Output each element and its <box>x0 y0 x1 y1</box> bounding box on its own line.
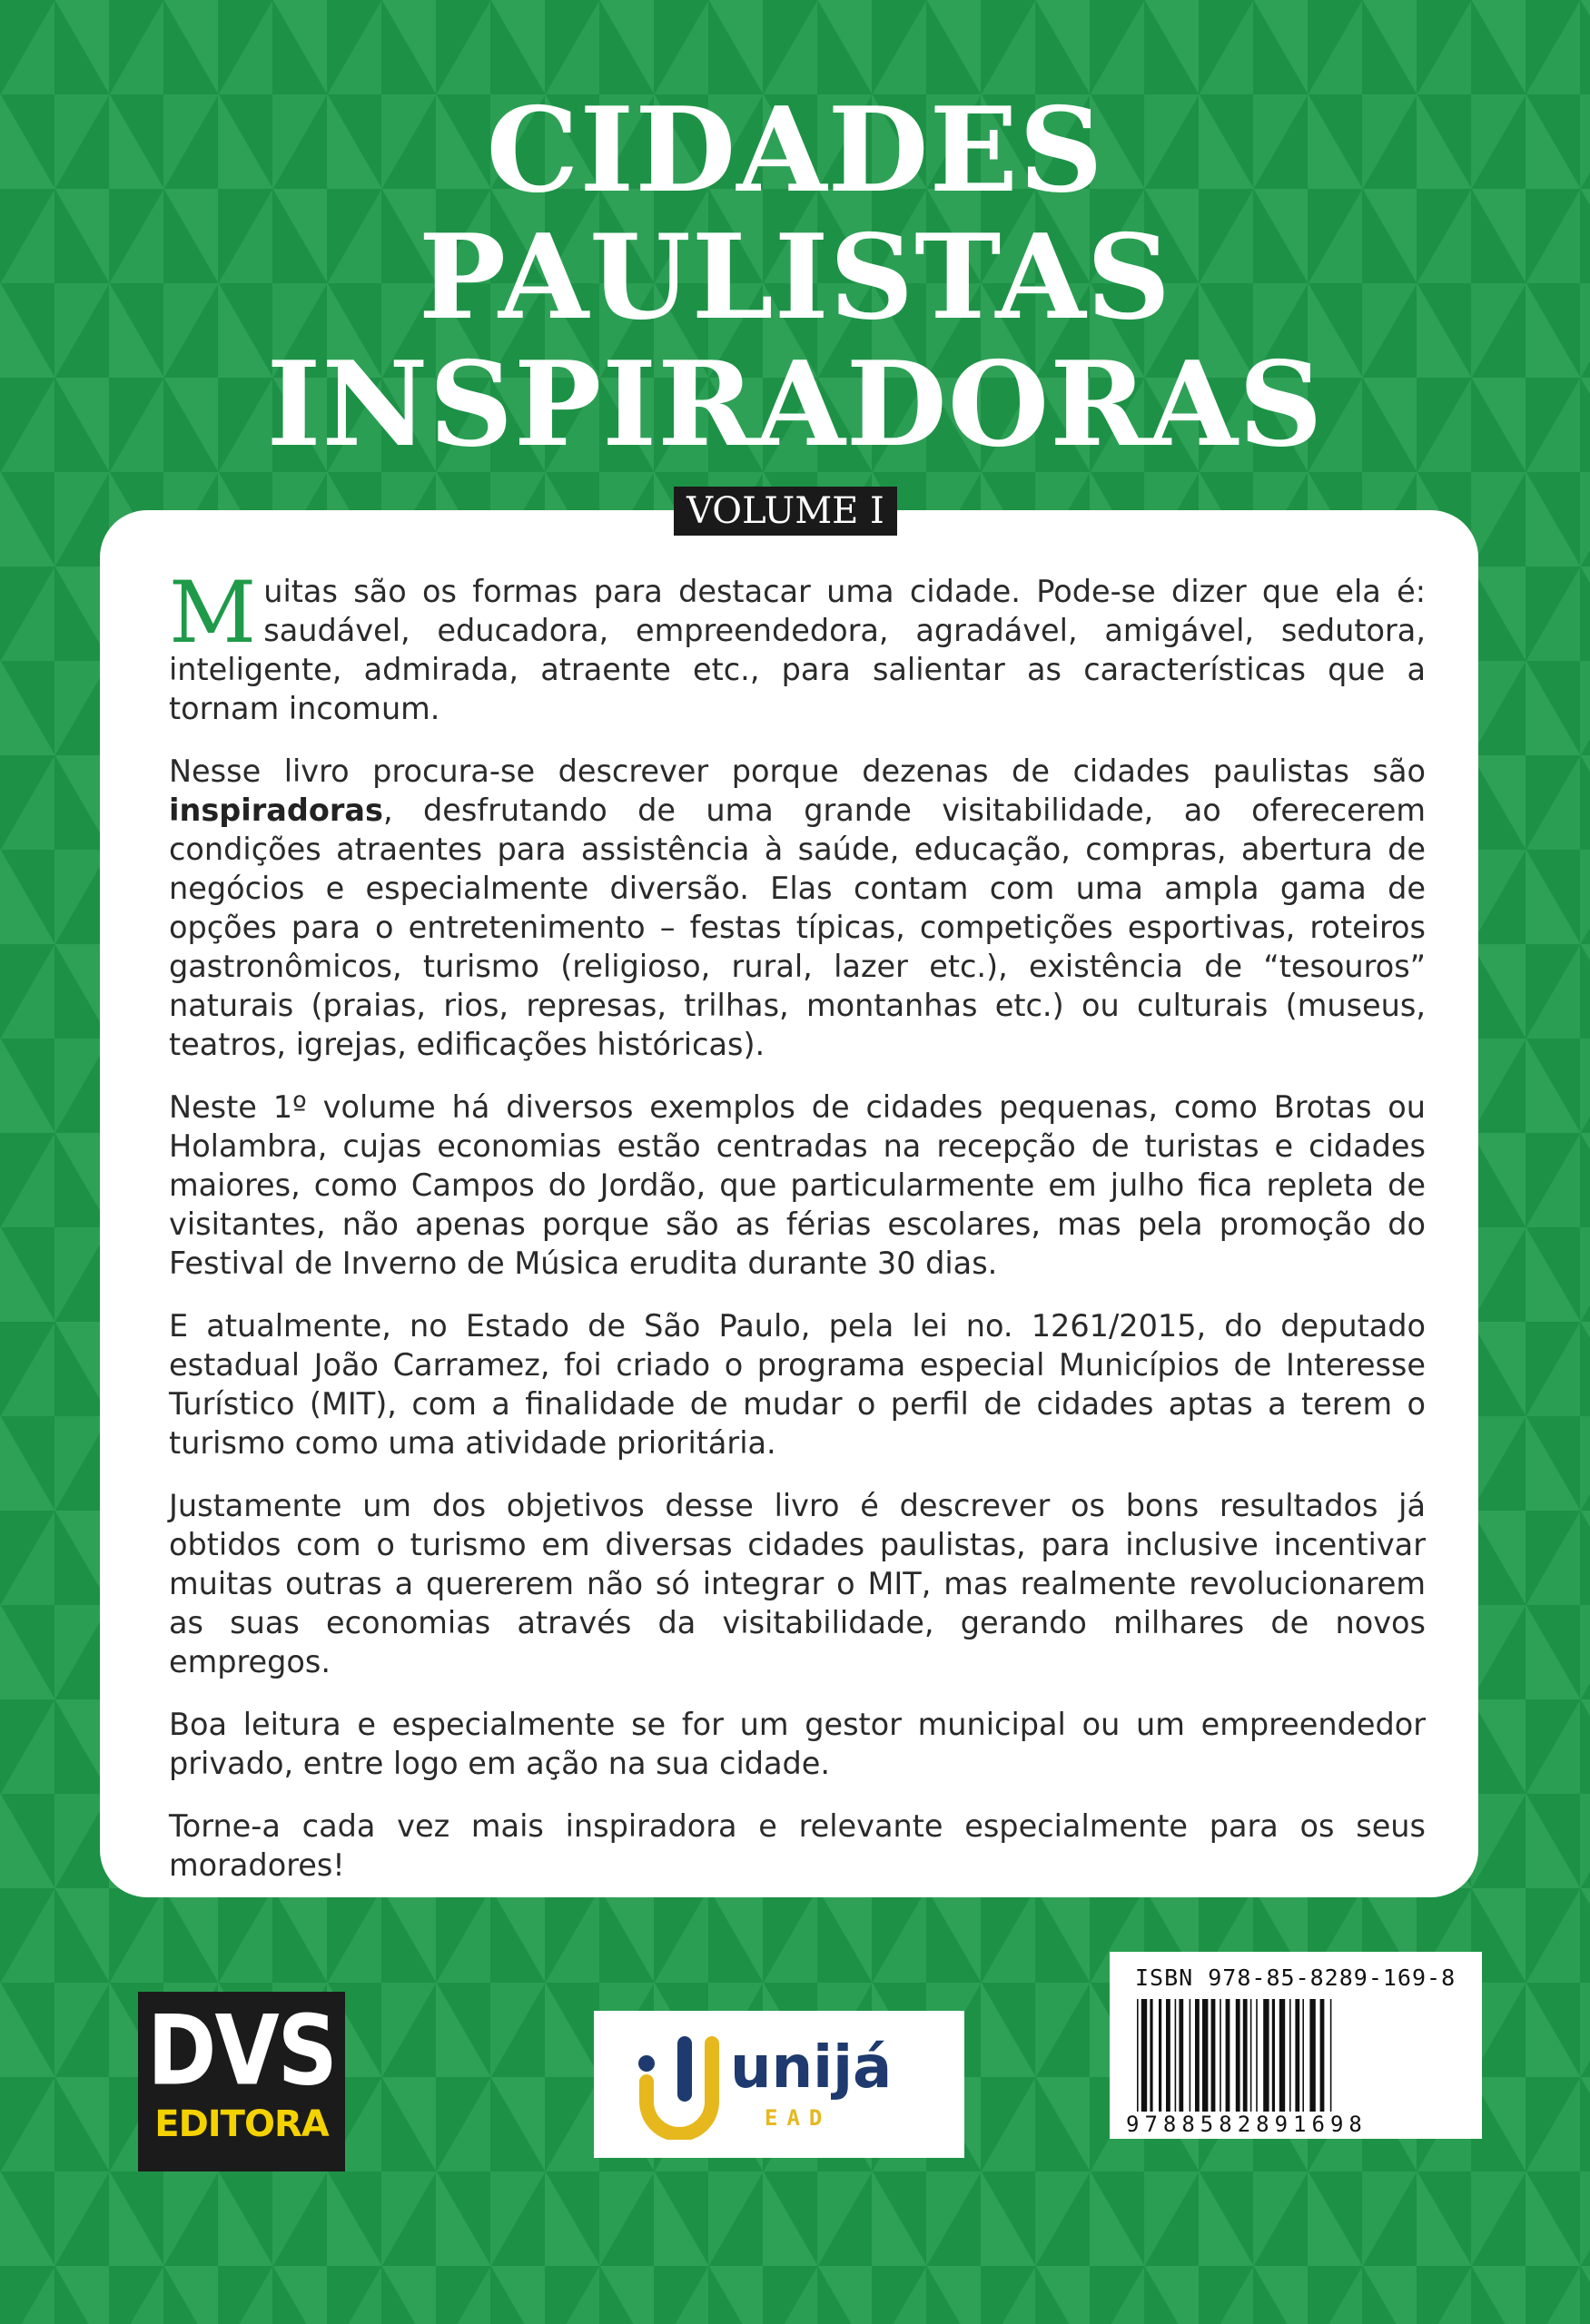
paragraph-3: Neste 1º volume há diversos exemplos de cidades pequenas, como Brotas ou Holambra, cujas economias estão centradas na recepção de turistas e cidades maiores, como Campos do Jordão, que particularmente em julho fica repleta de visitantes, não apenas porque são as férias escolares, mas pela promoção do Festival de Inverno de Música erudita durante 30 dias. <box>169 1089 1426 1281</box>
barcode-bar <box>1159 1999 1161 2112</box>
synopsis-card <box>100 510 1478 1897</box>
unija-logo-word: unijá <box>730 2034 893 2102</box>
barcode-bar <box>1141 1999 1147 2112</box>
barcode-bar <box>1320 1999 1325 2112</box>
unija-emblem-icon <box>630 2031 730 2140</box>
barcode-bar <box>1150 1999 1152 2112</box>
paragraph-2-text-start: Nesse livro procura-se descrever porque dezenas de cidades paulistas são <box>169 753 1426 789</box>
paragraph-4: E atualmente, no Estado de São Paulo, pela lei no. 1261/2015, do deputado estadual João Carramez, foi criado o programa especial Municípios de Interesse Turístico (MIT), com a finalidade de mudar o perfil de cidades aptas a terem o turismo como uma atividade prioritária. <box>169 1308 1426 1461</box>
barcode-bar <box>1166 1999 1170 2112</box>
title-line-3: INSPIRADORAS <box>266 337 1324 473</box>
barcode-bar <box>1220 1999 1221 2112</box>
paragraph-1 <box>169 564 1426 728</box>
barcode-bar <box>1211 1999 1216 2112</box>
barcode-bar <box>1195 1999 1200 2112</box>
barcode-bar <box>1243 1999 1248 2112</box>
dvs-logo-sub: EDITORA <box>154 2103 329 2145</box>
barcode-bar <box>1175 1999 1177 2112</box>
barcode-bar <box>1263 1999 1269 2112</box>
paragraph-2 <box>169 752 1426 1064</box>
barcode-bar <box>1272 1999 1275 2112</box>
barcode-digits: 9788582891698 <box>1126 2112 1368 2137</box>
barcode-bars <box>1137 1999 1455 2112</box>
paragraph-6: Boa leitura e especialmente se for um gestor municipal ou um empreendedor privado, entre logo em ação na sua cidade. <box>169 1707 1426 1781</box>
dvs-logo-main: DVS <box>147 1994 336 2107</box>
barcode-bar <box>1289 1999 1291 2112</box>
volume-label: VOLUME I <box>674 487 897 536</box>
barcode-bar <box>1256 1999 1258 2112</box>
barcode-bar <box>1226 1999 1230 2112</box>
isbn-barcode <box>1110 1952 1482 2139</box>
barcode-bar <box>1309 1999 1315 2112</box>
dvs-editora-logo <box>138 1992 345 2171</box>
book-title <box>0 83 1590 473</box>
title-line-2: PAULISTAS <box>418 210 1172 346</box>
barcode-bar <box>1279 1999 1285 2112</box>
isbn-label: ISBN 978-85-8289-169-8 <box>1135 1965 1457 1991</box>
unija-ead-logo <box>594 2011 964 2158</box>
barcode-bar <box>1250 1999 1252 2112</box>
barcode-bar <box>1137 1999 1139 2112</box>
barcode-bar <box>1202 1999 1208 2112</box>
paragraph-5: Justamente um dos objetivos desse livro é descrever os bons resultados já obtidos com o turismo em diversas cidades paulistas, para inclusive incentivar muitas outras a quererem não só integrar o MIT, mas realmente revolucionarem as suas economias através da visitabilidade, gerando milhares de novos empregos. <box>169 1488 1426 1679</box>
title-line-1: CIDADES <box>486 83 1104 219</box>
unija-logo-sub: EAD <box>765 2105 832 2131</box>
barcode-bar <box>1179 1999 1183 2112</box>
barcode-bar <box>1330 1999 1332 2112</box>
paragraph-2-bold-word: inspiradoras <box>169 793 383 828</box>
barcode-bar <box>1295 1999 1299 2112</box>
barcode-bar <box>1190 1999 1191 2112</box>
barcode-bar <box>1236 1999 1240 2112</box>
drop-cap: M <box>169 564 257 663</box>
barcode-bar <box>1302 1999 1304 2112</box>
paragraph-1-text: uitas são os formas para destacar uma cidade. Pode-se dizer que ela é: saudável, educadora, empreendedora, agradável, amigável, sedutora, inteligente, admirada, atraente etc., para salientar as características que a tornam incomum. <box>169 574 1426 726</box>
paragraph-2-text-end: , desfrutando de uma grande visitabilidade, ao oferecerem condições atraentes para assistência à saúde, educação, compras, abertura de negócios e especialmente diversão. Elas contam com uma ampla gama de opções para o entretenimento – festas típicas, competições esportivas, roteiros gastronômicos, turismo (religioso, rural, lazer etc.), existência de “tesouros” naturais (praias, rios, represas, trilhas, montanhas etc.) ou culturais (museus, teatros, igrejas, edificações históricas). <box>169 793 1426 1062</box>
paragraph-7: Torne-a cada vez mais inspiradora e relevante especialmente para os seus moradores! <box>169 1808 1426 1883</box>
